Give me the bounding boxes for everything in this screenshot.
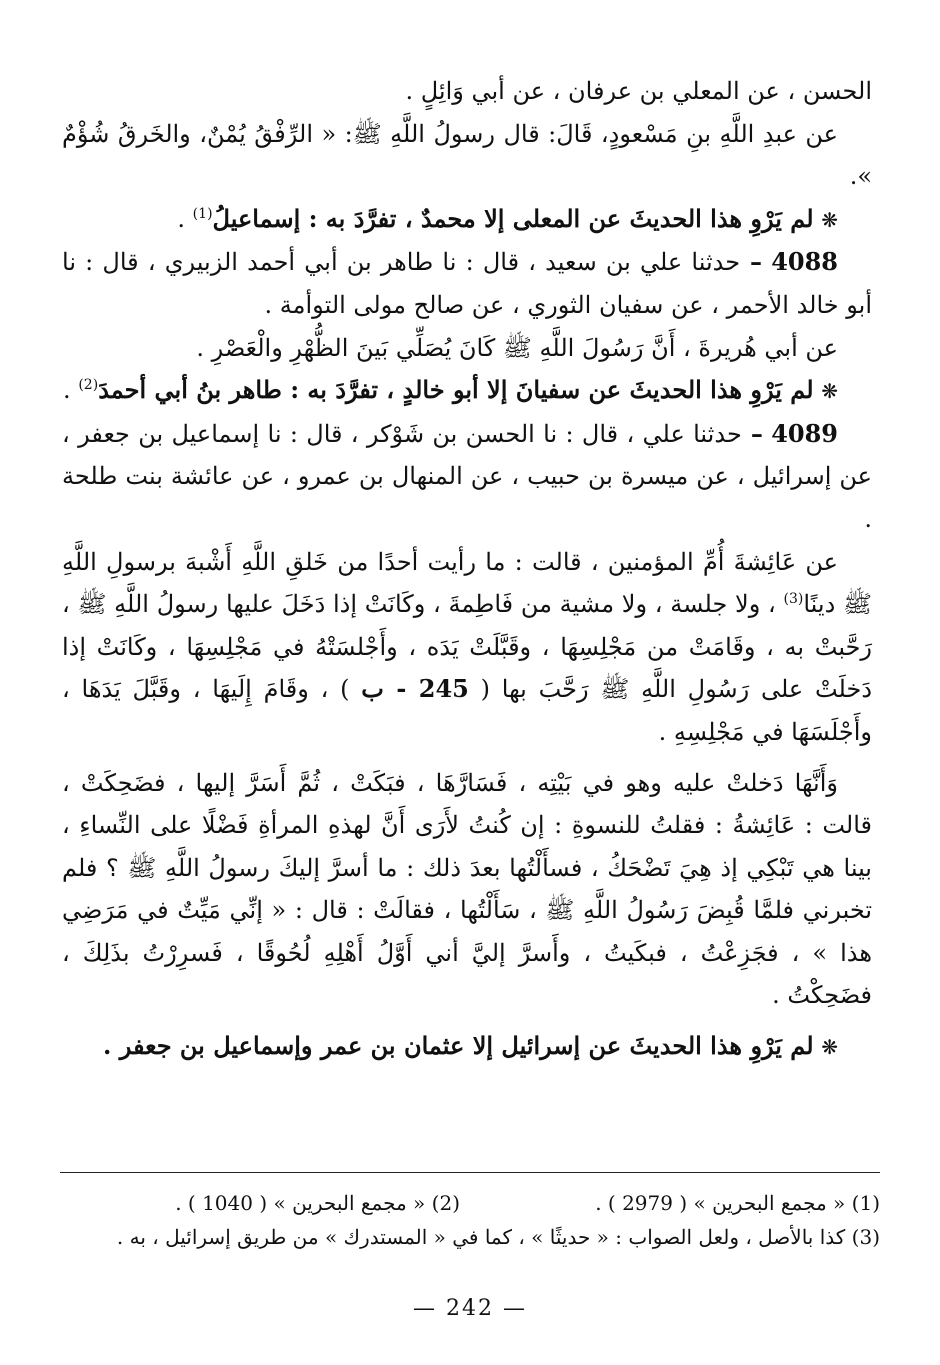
page-number: — 242 — bbox=[413, 1296, 527, 1321]
footnote-3: (3) كذا بالأصل ، ولعل الصواب : « حديثًا » ، كما في « المستدرك » من طريق إسرائيل ، به . bbox=[116, 1225, 880, 1249]
footnote-divider bbox=[60, 1172, 880, 1173]
footnote-1: (1) « مجمع البحرين » ( 2979 ) . bbox=[595, 1191, 880, 1215]
commentary-text: لم يَرْوِ هذا الحديثَ عن إسرائيل إلا عثمان بن عمر وإسماعيل بن جعفر . bbox=[103, 1031, 814, 1061]
commentary-line bbox=[62, 198, 872, 242]
hadith-text bbox=[62, 541, 872, 754]
matn-part: عن عَائِشةَ أُمِّ المؤمنين ، قالت : ما رأيت أحدًا من خَلقِ اللَّهِ أَشْبهَ برسولِ اللَّهِ ﷺ دينًا bbox=[62, 547, 872, 619]
footnote-ref: (3) bbox=[783, 591, 804, 608]
hadith-text: عن عبدِ اللَّهِ بنِ مَسْعودٍ، قَالَ: قال رسولُ اللَّهِ ﷺ: « الرِّفْقُ يُمْنٌ، والخَرقُ شُؤْمٌ ». bbox=[62, 119, 872, 191]
footnote-ref: (2) bbox=[78, 377, 99, 394]
matn-part: ، ولا جلسة ، ولا مشية من فَاطِمةَ ، وكَانَتْ إذا دَخَلَ عليها رسولُ اللَّهِ ﷺ ، رَحَّبتْ به ، وقَامَتْ من مَجْلِسِهَا ، وقَبَّلَتْ يَدَه ، وأَجْلسَتْهُ في مَجْلِسِهَا ، وكَانَتْ إذا دَخلَتْ على رَسُولِ اللَّهِ ﷺ رَحَّبَ بها ( bbox=[62, 590, 873, 704]
main-text bbox=[62, 70, 872, 1069]
star-icon: ❋ bbox=[821, 1035, 838, 1060]
matn-part: ) ، وقَامَ إِلَيهَا ، وقَبَّلَ يَدَهَا ، وأَجْلَسَهَا في مَجْلِسِهِ . bbox=[62, 675, 872, 746]
chain-continuation: الحسن ، عن المعلي بن عرفان ، عن أبي وَائِلٍ . bbox=[405, 77, 872, 105]
commentary-line bbox=[62, 369, 872, 413]
hadith-text: عن أبي هُريرةَ ، أَنَّ رَسُولَ اللَّهِ ﷺ كَانَ يُصَلِّي بَينَ الظُّهْرِ والْعَصْرِ . bbox=[196, 333, 838, 362]
footnote-ref: (1) bbox=[192, 205, 213, 222]
hadith-entry: 4089 – حدثنا علي ، قال : نا الحسن بن شَوْكر ، قال : نا إسماعيل بن جعفر ، عن إسرائيل ، عن ميسرة بن حبيب ، عن المنهال بن عمرو ، عن عائشة بنت طلحة . bbox=[62, 418, 872, 533]
commentary-line bbox=[62, 1025, 872, 1069]
isnad-text: حدثنا علي ، قال : نا الحسن بن شَوْكر ، قال : نا إسماعيل بن جعفر ، عن إسرائيل ، عن ميسرة بن حبيب ، عن المنهال بن عمرو ، عن عائشة بنت طلحة . bbox=[62, 419, 872, 533]
footnotes bbox=[60, 1186, 880, 1254]
isnad-text: حدثنا علي بن سعيد ، قال : نا طاهر بن أبي أحمد الزبيري ، قال : نا أبو خالد الأحمر ، عن سفيان الثوري ، عن صالح مولى التوأمة . bbox=[62, 248, 872, 319]
hadith-number: 4088 bbox=[771, 247, 838, 277]
star-icon: ❋ bbox=[821, 207, 838, 232]
star-icon: ❋ bbox=[821, 379, 838, 404]
commentary-text: لم يَرْوِ هذا الحديثَ عن المعلى إلا محمدٌ ، تفرَّدَ به : إسماعيلُ bbox=[212, 203, 814, 233]
hadith-text: وَأَنَّهَا دَخلتْ عليه وهو في بَيْتِه ، فَسَارَّهَا ، فبَكَتْ ، ثُمَّ أَسَرَّ إليها ، فضَحِكَتْ ، قالت : عَائِشةُ : فقلتُ للنسوةِ : إن كُنتُ لأَرَى أَنَّ لهذهِ المرأةِ فَضْلًا على النِّساءِ ، بينا هي تَبْكِي إذ هِيَ تَضْحَكُ ، فسأَلْتُها بعدَ ذلك : ما أسرَّ إليكَ رسولُ اللَّهِ ﷺ ؟ فلم تخبرني فلمَّا قُبِضَ رَسُولُ اللَّهِ ﷺ ، سَأَلْتُها ، فقالَتْ : قال : « إنِّي مَيِّتٌ في مَرَضِي هذا » ، فجَزِعْتُ ، فبكَيتُ ، وأَسرَّ إليَّ أني أَوَّلُ أَهْلِهِ لُحُوقًا ، فَسرِرْتُ بذَلِكَ ، فضَحِكْتُ . bbox=[62, 768, 872, 1010]
period: . bbox=[177, 204, 186, 233]
commentary-text: لم يَرْوِ هذا الحديثَ عن سفيانَ إلا أبو خالدٍ ، تفرَّدَ به : طاهر بنُ أبي أحمدَ bbox=[98, 375, 814, 405]
period: . bbox=[63, 376, 71, 405]
hadith-entry: 4088 – حدثنا علي بن سعيد ، قال : نا طاهر بن أبي أحمد الزبيري ، قال : نا أبو خالد الأحمر ، عن سفيان الثوري ، عن صالح مولى التوأمة . bbox=[62, 247, 872, 319]
footnote-2: (2) « مجمع البحرين » ( 1040 ) . bbox=[175, 1191, 460, 1215]
manuscript-folio: 245 - ب bbox=[361, 674, 469, 704]
footnote-row bbox=[60, 1186, 880, 1220]
hadith-number: 4089 bbox=[771, 418, 838, 448]
